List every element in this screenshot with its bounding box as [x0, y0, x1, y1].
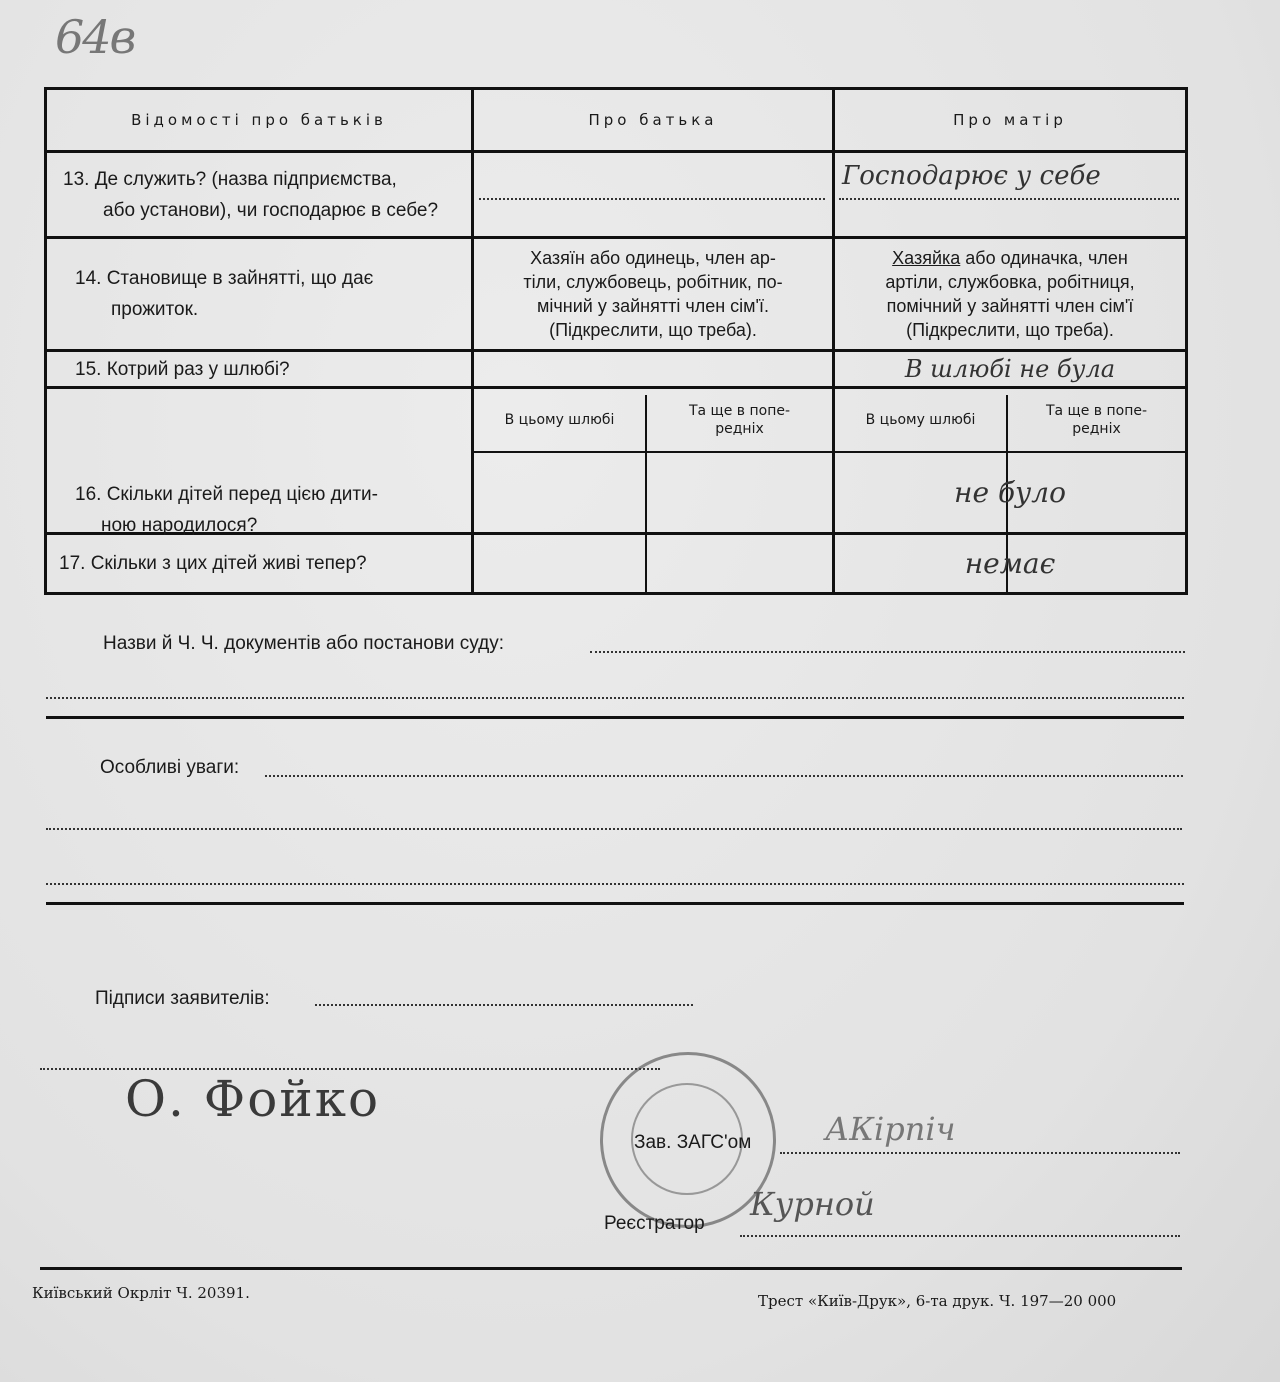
selected-option-hazyaika: Хазяйка	[892, 248, 961, 268]
divider	[46, 716, 1184, 719]
remarks-label: Особливі уваги:	[100, 757, 240, 778]
applicant-signature-value: О. Фойко	[125, 1070, 381, 1128]
mother-workplace-value[interactable]: Господарює у себе	[842, 161, 1101, 191]
footer-printer-left: Київський Окрліт Ч. 20391.	[32, 1284, 250, 1302]
mother-children-born-value[interactable]: не було	[954, 476, 1066, 509]
page-number-handwritten: 64в	[55, 10, 135, 64]
mother-occupation-options[interactable]: Хазяйка або одиначка, член артіли, службовка, робітниця, помічний у зайнятті член сім'ї (Підкреслити, що треба).	[885, 248, 1135, 340]
father-children-alive-this-field[interactable]	[474, 535, 645, 592]
parents-info-table	[44, 87, 1188, 595]
header-about-father: Про батька	[588, 111, 718, 129]
documents-field[interactable]	[590, 651, 1185, 653]
father-children-alive-previous-field[interactable]	[647, 535, 832, 592]
zags-head-label: Зав. ЗАГС'ом	[634, 1132, 752, 1153]
subheader-father-this-marriage: В цьому шлюбі	[504, 412, 615, 428]
question-14: 14. Становище в зайнятті, що дає прожиток.	[75, 268, 374, 320]
subheader-mother-previous: Та ще в попе- редніх	[1045, 403, 1148, 437]
father-workplace-field[interactable]	[479, 198, 825, 200]
question-15: 15. Котрий раз у шлюбі?	[75, 358, 290, 380]
father-children-this-marriage-field[interactable]	[474, 453, 645, 532]
divider	[46, 902, 1184, 905]
footer-printer-right: Трест «Київ-Друк», 6-та друк. Ч. 197—20 000	[758, 1292, 1117, 1310]
documents-field-line-2[interactable]	[46, 697, 1184, 699]
remarks-field-line-3[interactable]	[46, 883, 1184, 885]
registrar-signature: Курной	[750, 1185, 875, 1223]
registrar-label: Реєстратор	[604, 1213, 705, 1234]
registrar-signature-line[interactable]	[740, 1235, 1180, 1237]
mother-marriage-count-value[interactable]: В шлюбі не була	[904, 355, 1116, 383]
applicant-signatures-label: Підписи заявителів:	[95, 988, 270, 1009]
subheader-father-previous: Та ще в попе- редніх	[688, 403, 791, 437]
documents-label: Назви й Ч. Ч. документів або постанови суду:	[103, 633, 504, 654]
header-about-mother: Про матір	[953, 111, 1067, 129]
remarks-field-line-2[interactable]	[46, 828, 1182, 830]
zags-head-signature-line[interactable]	[780, 1152, 1180, 1154]
zags-head-signature: АКірпіч	[825, 1110, 956, 1148]
mother-workplace-line	[839, 198, 1179, 200]
subheader-mother-this-marriage: В цьому шлюбі	[865, 412, 976, 428]
father-children-previous-field[interactable]	[647, 453, 832, 532]
father-marriage-count-field[interactable]	[474, 352, 832, 386]
question-17: 17. Скільки з цих дітей живі тепер?	[59, 553, 367, 574]
applicant-signature-field[interactable]	[315, 1004, 693, 1006]
mother-children-alive-value[interactable]: немає	[964, 547, 1056, 580]
question-16: 16. Скільки дітей перед цією дити- ною народилося?	[75, 484, 378, 536]
bottom-divider	[40, 1267, 1182, 1270]
remarks-field[interactable]	[265, 775, 1183, 777]
header-parents-info: Відомості про батьків	[131, 111, 387, 129]
father-occupation-options[interactable]: Хазяїн або одинець, член ар- тіли, службовець, робітник, по- мічний у зайнятті член сім'ї. (Підкреслити, що треба).	[523, 248, 783, 340]
question-13: 13. Де служить? (назва підприємства, або установи), чи господарює в себе?	[63, 168, 439, 221]
